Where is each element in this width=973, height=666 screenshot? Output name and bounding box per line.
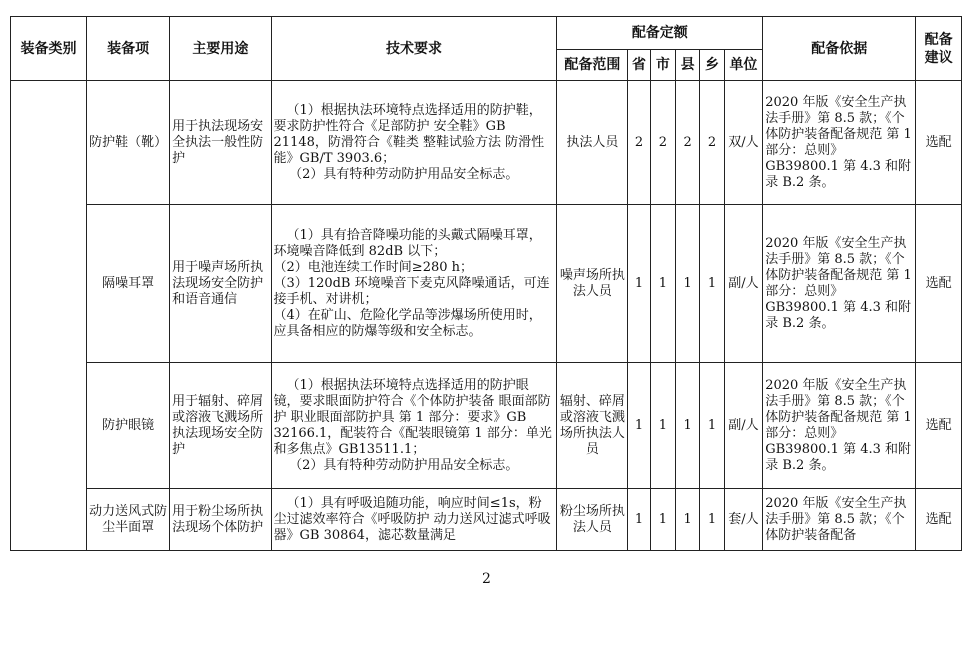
tech-cell [271, 489, 557, 551]
unit-cell: 双/人 [724, 81, 763, 205]
city-cell: 2 [650, 81, 675, 205]
tech-line: （2）电池连续工作时间≥280 h； [273, 259, 474, 275]
header-tech: 技术要求 [271, 17, 557, 81]
tech-line: （3）120dB 环境噪音下麦克风降噪通话，可连接手机、对讲机； [273, 275, 550, 307]
table-row [11, 363, 962, 489]
tech-cell [271, 363, 557, 489]
suggest-cell: 选配 [916, 81, 962, 205]
county-cell: 2 [676, 81, 700, 205]
header-township: 乡 [700, 50, 724, 81]
item-cell: 动力送风式防尘半面罩 [87, 489, 170, 551]
county-cell: 1 [676, 363, 700, 489]
tech-cell [271, 81, 557, 205]
page-number: 2 [482, 571, 491, 587]
header-county: 县 [676, 50, 700, 81]
tech-line: （2）具有特种劳动防护用品安全标志。 [289, 457, 519, 473]
township-cell: 1 [700, 489, 724, 551]
table-row [11, 205, 962, 363]
city-cell: 1 [650, 363, 675, 489]
basis-cell: 2020 年版《安全生产执法手册》第 8.5 款；《个体防护装备配备规范 第 1 部分：总则》GB39800.1 第 4.3 和附录 B.2 条。 [763, 205, 916, 363]
unit-cell: 套/人 [724, 489, 763, 551]
tech-line: （2）具有特种劳动防护用品安全标志。 [289, 166, 519, 182]
township-cell: 2 [700, 81, 724, 205]
header-basis: 配备依据 [763, 17, 916, 81]
county-cell: 1 [676, 205, 700, 363]
suggest-cell: 选配 [916, 489, 962, 551]
equipment-table [10, 16, 962, 551]
table-row [11, 81, 962, 205]
header-quota: 配备定额 [557, 17, 763, 50]
city-cell: 1 [650, 205, 675, 363]
scope-cell: 噪声场所执法人员 [557, 205, 628, 363]
header-unit: 单位 [724, 50, 763, 81]
province-cell: 1 [628, 363, 650, 489]
tech-cell [271, 205, 557, 363]
province-cell: 1 [628, 489, 650, 551]
header-usage: 主要用途 [170, 17, 271, 81]
township-cell: 1 [700, 363, 724, 489]
category-cell [11, 81, 87, 551]
basis-cell [763, 489, 916, 551]
item-cell: 防护眼镜 [87, 363, 170, 489]
usage-cell: 用于执法现场安全执法一般性防护 [170, 81, 271, 205]
basis-cell: 2020 年版《安全生产执法手册》第 8.5 款；《个体防护装备配备规范 第 1 部分：总则》GB39800.1 第 4.3 和附录 B.2 条。 [763, 81, 916, 205]
tech-line: （1）具有拾音降噪功能的头戴式隔噪耳罩，环境噪音降低到 82dB 以下； [273, 227, 542, 259]
tech-line: （1）根据执法环境特点选择适用的防护鞋，要求防护性符合《足部防护 安全鞋》GB 21148，防滑符合《鞋类 整鞋试验方法 防滑性能》GB/T 3903.6； [273, 102, 545, 166]
scope-cell: 辐射、碎屑或溶液飞溅场所执法人员 [557, 363, 628, 489]
header-scope: 配备范围 [557, 50, 628, 81]
header-city: 市 [650, 50, 675, 81]
usage-cell: 用于辐射、碎屑或溶液飞溅场所执法现场安全防护 [170, 363, 271, 489]
tech-line: （4）在矿山、危险化学品等涉爆场所使用时，应具备相应的防爆等级和安全标志。 [273, 307, 542, 339]
header-suggest: 配备建议 [916, 17, 962, 81]
suggest-cell: 选配 [916, 363, 962, 489]
province-cell: 1 [628, 205, 650, 363]
item-cell: 隔噪耳罩 [87, 205, 170, 363]
unit-cell: 副/人 [724, 205, 763, 363]
township-cell: 1 [700, 205, 724, 363]
suggest-cell: 选配 [916, 205, 962, 363]
basis-text: 2020 年版《安全生产执法手册》第 8.5 款；《个体防护装备配备 [765, 495, 907, 543]
header-row-1 [11, 17, 962, 50]
tech-line: （1）根据执法环境特点选择适用的防护眼镜，要求眼面防护符合《个体防护装备 眼面部防护 职业眼面部防护具 第 1 部分：要求》GB 32166.1，配装符合《配装眼镜第 1 部分：单光和多焦点》GB13511.1； [273, 377, 552, 457]
city-cell: 1 [650, 489, 675, 551]
scope-cell: 执法人员 [557, 81, 628, 205]
province-cell: 2 [628, 81, 650, 205]
usage-cell: 用于粉尘场所执法现场个体防护 [170, 489, 271, 551]
table-row [11, 489, 962, 551]
basis-cell: 2020 年版《安全生产执法手册》第 8.5 款；《个体防护装备配备规范 第 1 部分：总则》GB39800.1 第 4.3 和附录 B.2 条。 [763, 363, 916, 489]
usage-cell: 用于噪声场所执法现场安全防护和语音通信 [170, 205, 271, 363]
tech-line: （1）具有呼吸追随功能，响应时间≤1s，粉尘过滤效率符合《呼吸防护 动力送风过滤式呼吸器》GB 30864，滤芯数量满足 [273, 495, 551, 543]
item-cell: 防护鞋（靴） [87, 81, 170, 205]
county-cell: 1 [676, 489, 700, 551]
unit-cell: 副/人 [724, 363, 763, 489]
scope-cell: 粉尘场所执法人员 [557, 489, 628, 551]
header-category: 装备类别 [11, 17, 87, 81]
header-item: 装备项 [87, 17, 170, 81]
header-province: 省 [628, 50, 650, 81]
